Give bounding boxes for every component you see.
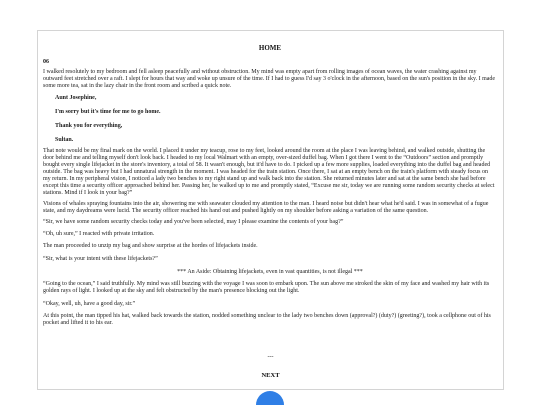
story-paragraph: At this point, the man tipped his hat, walked back towards the station, nodded something unclear to the lady two benches down (approval?) (duty?) (greeting?), took a cellphone out of his pocket and lifted it to his ear.: [43, 313, 491, 326]
home-link[interactable]: HOME: [258, 44, 282, 52]
chapter-number: 06: [43, 59, 49, 65]
next-chapter-link[interactable]: NEXT: [261, 372, 280, 379]
note-line: I'm sorry but it's time for me to go home.: [55, 109, 161, 115]
dialogue-paragraph: “Sir, we have some random security checks today and you've been selected, may I please examine the contents of your bag?”: [43, 219, 344, 225]
dialogue-paragraph: “Sir, what is your intent with these lifejackets?”: [43, 256, 158, 262]
dialogue-paragraph: “Going to the ocean,” I said truthfully. My mind was still buzzing with the voyage I was soon to embark upon. The sun above me stroked the skin of my face and washed my hair with its golden rays of light. I looked up at the sky and felt obstructed by the man's presence blocking out the light.: [43, 281, 490, 294]
note-line: Aunt Josephine,: [55, 95, 97, 101]
intro-paragraph: I walked resolutely to my bedroom and fell asleep peacefully and without obstruction. My mind was empty apart from rolling images of ocean waves, the water crashing against my outward feet stretched over a raft. I slept for hours that way and woke up unsure of the time. If I had to guess I'd say 3 o'clock in the afternoon, based on the sun's position in the sky. I made some more tea, sat in the lazy chair in the front room and scribed a quick note.: [43, 69, 496, 89]
story-paragraph: The man proceeded to unzip my bag and show surprise at the hordes of lifejackets inside.: [43, 243, 258, 249]
aside-note: *** An Aside: Obtaining lifejackets, even in vast quantities, is not illegal ***: [177, 269, 363, 275]
note-line: Thank you for everything,: [55, 123, 123, 129]
scroll-top-button[interactable]: [256, 391, 284, 405]
note-signature: Sultan.: [55, 137, 74, 143]
dialogue-paragraph: “Okay, well, uh, have a good day, sir.”: [43, 301, 136, 307]
dialogue-paragraph: “Oh, uh sure,” I reacted with private irritation.: [43, 231, 155, 237]
chapter-container: [37, 30, 504, 390]
story-paragraph: That note would be my final mark on the world. I placed it under my teacup, rose to my feet, looked around the room at the place I was leaving behind, and walked outside, shutting the door behind me and telling myself don't look back. I headed to my local Walmart with an empty, over-sized duffel bag. When I got there I went to the “Outdoors” section and promptly bought every single lifejacket in the store's inventory, a total of 58. It wasn't enough, but it'd have to do. I picked up a few more supplies, loaded everything into the duffel bag and headed outside. The bag was heavy but I had unnatural strength in the moment. I was headed for the train station. Once there, I sat at an empty bench on the train's platform with steady focus on my return. In my peripheral vision, I noticed a lady two benches to my right stand up and walk back into the station. She returned minutes later and sat at the same bench she had before except this time a security officer approached behind her. Passing her, he walked up to me and promptly stated, “Excuse me sir, today we are running some random security checks at select stations. Mind if I look in your bag?”: [43, 148, 495, 196]
section-separator: ---: [267, 354, 274, 360]
story-paragraph: Visions of whales spraying fountains into the air, showering me with seawater clouded my attention to the man. I heard noise but didn't hear what he'd said. I was in somewhat of a fugue state, and my daydreams were lucid. The security officer reached his hand out and pushed lightly on my shoulder before asking a variation of the same question.: [43, 201, 489, 214]
